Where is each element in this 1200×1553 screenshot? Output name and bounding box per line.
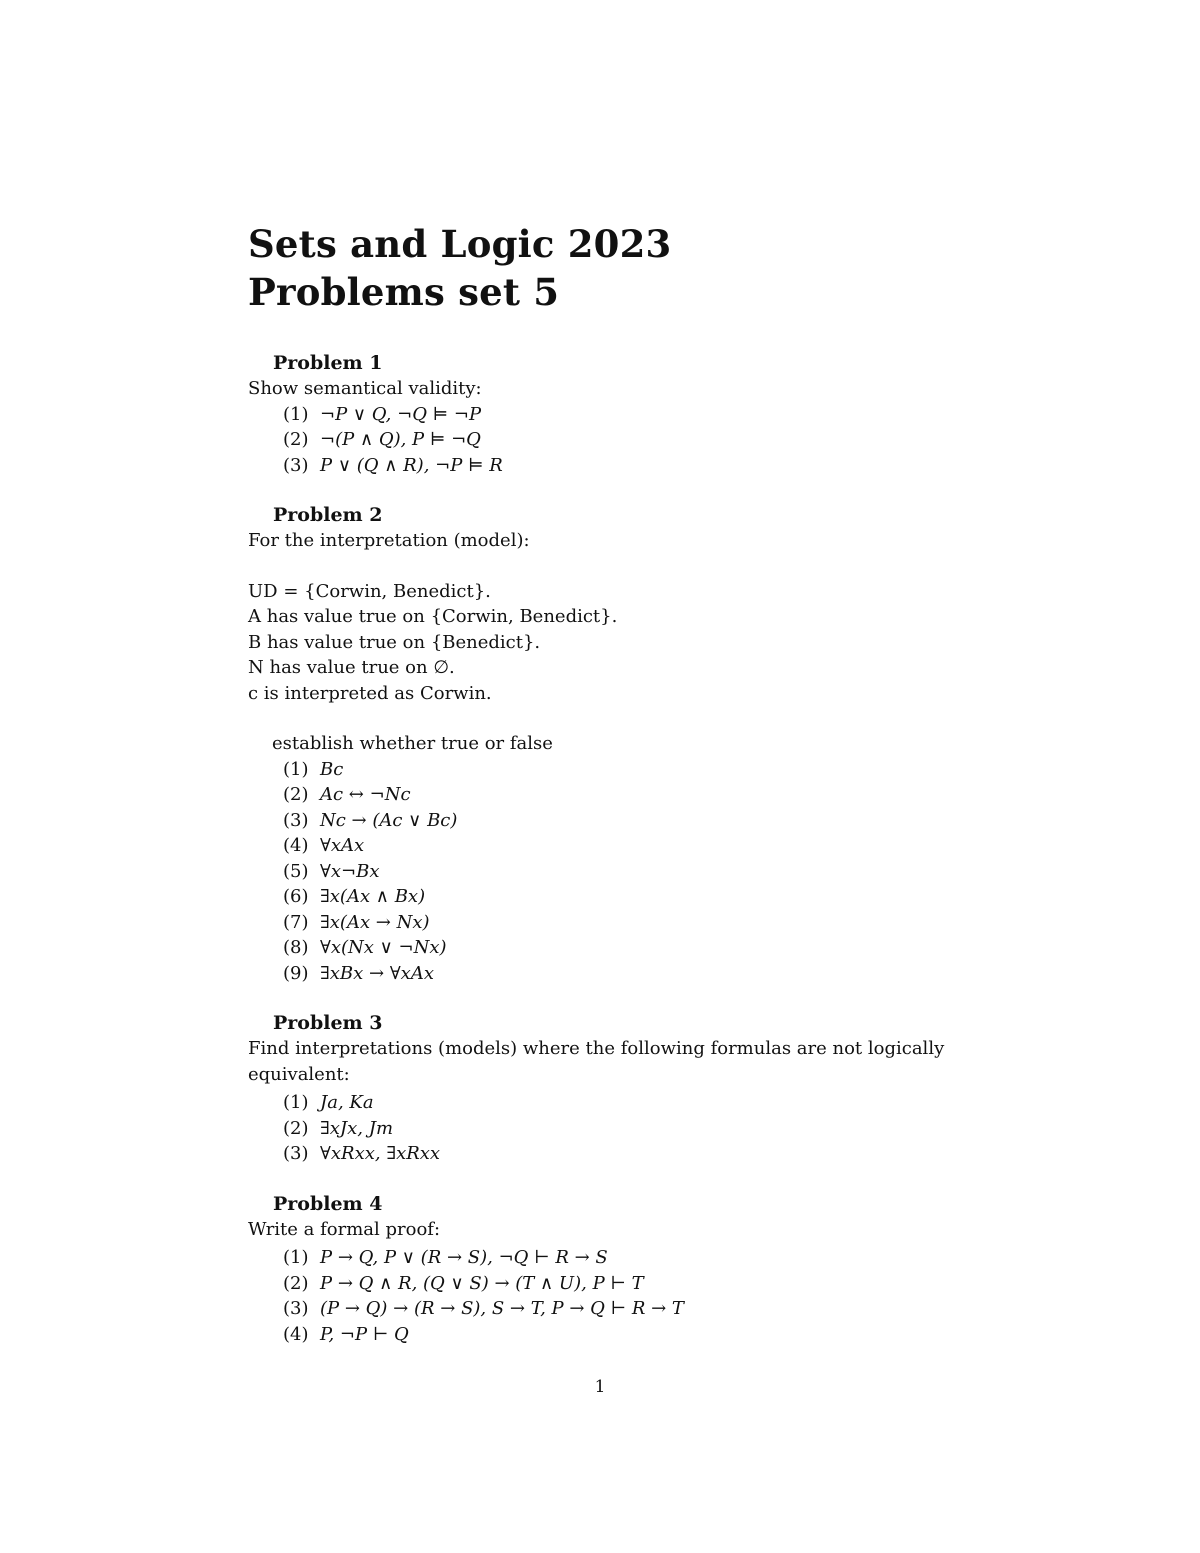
formula: ∃x(Ax ∧ Bx) (320, 886, 426, 907)
formula: P → Q, P ∨ (R → S), ¬Q ⊢ R → S (320, 1247, 608, 1268)
problem-3-instruction-line-2: equivalent: (248, 1063, 350, 1085)
list-item (283, 1090, 968, 1116)
formula: P, ¬P ⊢ Q (320, 1323, 409, 1345)
item-number: (1) (283, 1092, 309, 1113)
item-number: (3) (283, 454, 309, 476)
list-item (283, 1141, 968, 1167)
list-item (283, 808, 968, 834)
problem-4 (248, 1191, 968, 1348)
item-number: (8) (283, 937, 309, 958)
formula: Nc → (Ac ∨ Bc) (320, 809, 458, 831)
model-line: UD = {Corwin, Benedict}. (248, 580, 491, 602)
document-title (248, 220, 968, 316)
formula: ¬(P ∧ Q), P ⊨ ¬Q (320, 429, 481, 450)
item-number: (1) (283, 1247, 309, 1268)
formula: P → Q ∧ R, (Q ∨ S) → (T ∧ U), P ⊢ T (320, 1272, 644, 1294)
list-item (283, 402, 968, 428)
list-item (283, 782, 968, 808)
item-number: (1) (283, 403, 309, 425)
item-number: (3) (283, 1143, 309, 1164)
formula: Bc (320, 758, 344, 780)
model-line: N has value true on ∅. (248, 657, 455, 678)
problem-4-heading: Problem 4 (273, 1192, 383, 1215)
list-item (283, 1296, 968, 1322)
list-item (283, 757, 968, 783)
formula: ∀xAx (320, 835, 365, 856)
item-number: (2) (283, 1117, 309, 1139)
formula: ∀x(Nx ∨ ¬Nx) (320, 937, 447, 958)
formula: Ja, Ka (320, 1092, 374, 1113)
item-number: (3) (283, 1298, 309, 1319)
item-number: (7) (283, 911, 309, 933)
title-line-1: Sets and Logic 2023 (248, 222, 672, 266)
problem-3-instruction-line-1: Find interpretations (models) where the following formulas are not logically (248, 1038, 945, 1059)
list-item (283, 833, 968, 859)
list-item (283, 910, 968, 936)
formula: ¬P ∨ Q, ¬Q ⊨ ¬P (320, 403, 482, 425)
formula: ∃x(Ax → Nx) (320, 911, 430, 933)
item-number: (4) (283, 1323, 309, 1345)
item-number: (2) (283, 429, 309, 450)
title-line-2: Problems set 5 (248, 270, 560, 314)
list-item (283, 884, 968, 910)
problem-1-instruction: Show semantical validity: (248, 378, 482, 399)
list-item (283, 935, 968, 961)
model-line: c is interpreted as Corwin. (248, 682, 492, 704)
problem-2-heading: Problem 2 (273, 504, 383, 526)
list-item (283, 453, 968, 479)
item-number: (4) (283, 835, 309, 856)
problem-4-instruction: Write a formal proof: (248, 1218, 441, 1240)
problem-2-task: establish whether true or false (272, 733, 553, 754)
model-line: B has value true on {Benedict}. (248, 631, 541, 653)
item-number: (1) (283, 758, 309, 780)
document-page (248, 220, 968, 1347)
formula: ∃xJx, Jm (320, 1117, 394, 1139)
list-item (283, 1322, 968, 1348)
list-item (283, 1245, 968, 1271)
model-line: A has value true on {Corwin, Benedict}. (248, 606, 618, 627)
problem-2-instruction: For the interpretation (model): (248, 530, 530, 551)
formula: ∀xRxx, ∃xRxx (320, 1143, 441, 1164)
formula: ∃xBx → ∀xAx (320, 962, 434, 984)
list-item (283, 1271, 968, 1297)
page-number: 1 (594, 1377, 606, 1397)
formula: Ac ↔ ¬Nc (320, 784, 411, 805)
formula: P ∨ (Q ∧ R), ¬P ⊨ R (320, 454, 503, 476)
formula: (P → Q) → (R → S), S → T, P → Q ⊢ R → T (320, 1298, 684, 1319)
list-item (283, 961, 968, 987)
item-number: (3) (283, 809, 309, 831)
list-item (283, 859, 968, 885)
list-item (283, 427, 968, 453)
item-number: (6) (283, 886, 309, 907)
problem-3 (248, 1010, 968, 1167)
formula: ∀x¬Bx (320, 860, 380, 882)
list-item (283, 1116, 968, 1142)
item-number: (2) (283, 1272, 309, 1294)
item-number: (2) (283, 784, 309, 805)
item-number: (9) (283, 962, 309, 984)
problem-3-heading: Problem 3 (273, 1012, 383, 1034)
problem-2 (248, 502, 968, 986)
problem-1 (248, 350, 968, 478)
item-number: (5) (283, 860, 309, 882)
problem-1-heading: Problem 1 (273, 352, 383, 374)
